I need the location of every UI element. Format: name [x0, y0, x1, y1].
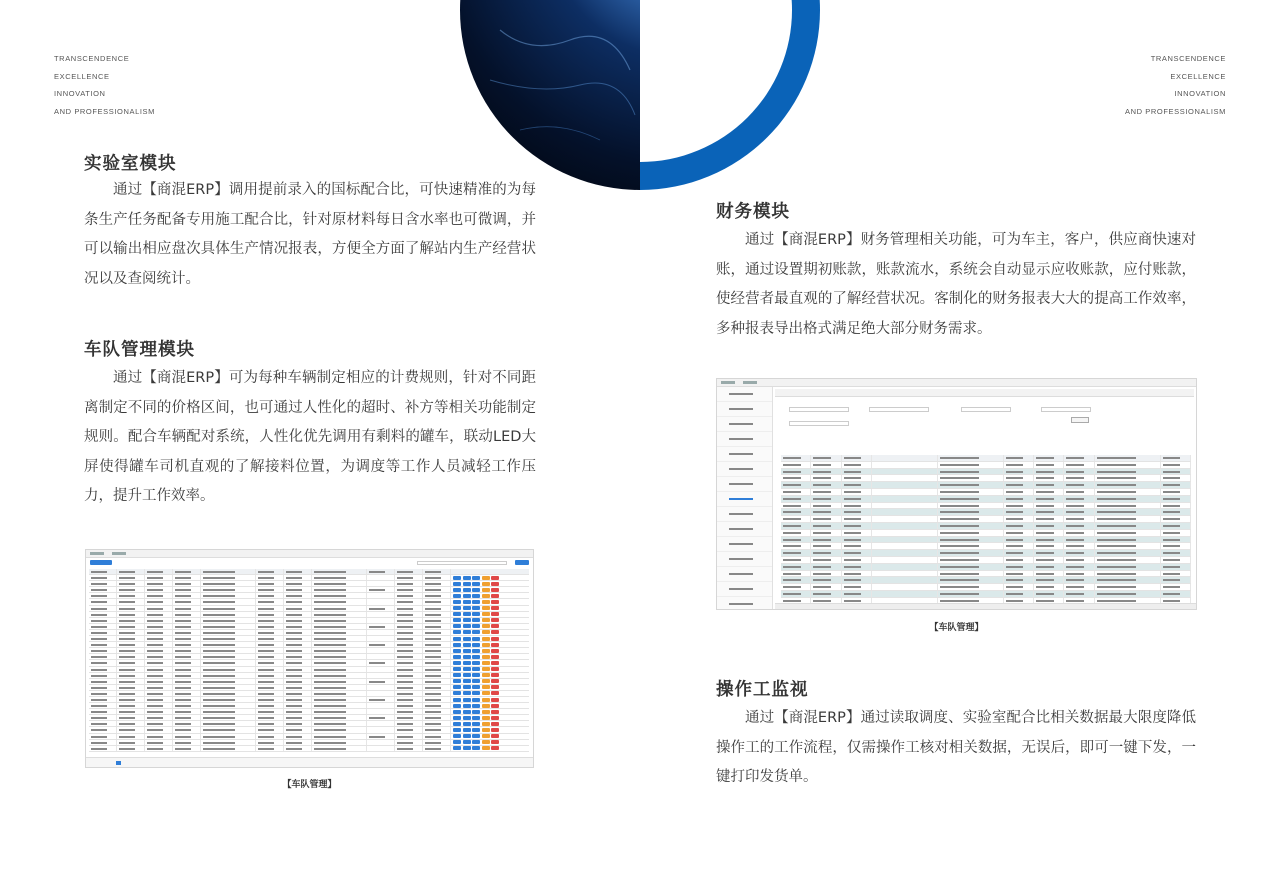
screenshot-toolbar	[775, 389, 1194, 397]
table-row	[781, 496, 1191, 503]
table-row	[781, 509, 1191, 516]
sidebar-item	[717, 432, 772, 447]
sidebar-item	[717, 477, 772, 492]
sidebar-item	[717, 507, 772, 522]
fleet-caption: 【车队管理】	[282, 780, 337, 790]
table-row	[781, 530, 1191, 537]
table-row	[781, 523, 1191, 530]
table-row	[89, 746, 529, 752]
tagline-line: EXCELLENCE	[1170, 71, 1226, 81]
sidebar-item	[717, 462, 772, 477]
sidebar-item	[717, 537, 772, 552]
sidebar-item	[717, 522, 772, 537]
table-row	[781, 543, 1191, 550]
table-row	[781, 475, 1191, 482]
screenshot-tabbar	[717, 379, 1196, 387]
sidebar-item	[717, 387, 772, 402]
fleet-module-title: 车队管理模块	[84, 340, 195, 360]
lab-module-body: 通过【商混ERP】调用提前录入的国标配合比，可快速精准的为每条生产任务配备专用施工配合比，针对原材料每日含水率也可微调，并可以输出相应盘次具体生产情况报表，方便全方面了解站内生产经营状况以及查阅统计。	[84, 182, 536, 287]
lab-module-title: 实验室模块	[84, 154, 177, 174]
sidebar-item	[717, 492, 772, 507]
sidebar-item	[717, 447, 772, 462]
fleet-table	[89, 569, 529, 752]
tagline-line: EXCELLENCE	[54, 71, 110, 81]
tagline-line: TRANSCENDENCE	[54, 54, 130, 63]
finance-sidebar	[717, 387, 773, 609]
tagline-line: AND PROFESSIONALISM	[54, 106, 156, 116]
tagline-line: AND PROFESSIONALISM	[1124, 106, 1226, 116]
table-row	[781, 516, 1191, 523]
finance-module-body: 通过【商混ERP】财务管理相关功能，可为车主，客户，供应商快速对账，通过设置期初账款，账款流水，系统会自动显示应收账款，应付账款，使经营者最直观的了解经营状况。客制化的财务报表大大的提高工作效率，多种报表导出格式满足绝大部分财务需求。	[716, 232, 1196, 337]
hero-earth-graphic	[460, 0, 820, 190]
finance-table	[781, 455, 1191, 605]
table-row	[781, 550, 1191, 557]
tagline-line: INNOVATION	[1174, 89, 1226, 98]
finance-caption: 【车队管理】	[929, 623, 984, 633]
fleet-module-body: 通过【商混ERP】可为每种车辆制定相应的计费规则，针对不同距离制定不同的价格区间，也可通过人性化的超时、补方等相关功能制定规则。配合车辆配对系统，人性化优先调用有剩料的罐车，联动LED大屏使得罐车司机直观的了解接料位置，为调度等工作人员减轻工作压力，提升工作效率。	[84, 370, 536, 504]
sidebar-item	[717, 597, 772, 610]
sidebar-item	[717, 582, 772, 597]
table-row	[781, 591, 1191, 598]
table-row	[781, 584, 1191, 591]
table-row	[781, 571, 1191, 578]
screenshot-scrollbar	[775, 603, 1196, 609]
table-row	[781, 482, 1191, 489]
finance-filter-form	[781, 403, 1141, 433]
table-row	[781, 577, 1191, 584]
sidebar-item	[717, 552, 772, 567]
tagline-right	[1125, 50, 1226, 120]
finance-module-title: 财务模块	[716, 202, 790, 222]
screenshot-toolbar	[86, 558, 533, 567]
tagline-line: INNOVATION	[54, 89, 106, 98]
table-row	[781, 503, 1191, 510]
table-row	[781, 564, 1191, 571]
sidebar-item	[717, 417, 772, 432]
table-row	[781, 469, 1191, 476]
tagline-left	[54, 50, 155, 120]
screenshot-pager	[86, 757, 533, 767]
operator-monitor-title: 操作工监视	[716, 680, 809, 700]
operator-monitor-body: 通过【商混ERP】通过读取调度、实验室配合比相关数据最大限度降低操作工的工作流程，仅需操作工核对相关数据，无误后，即可一键下发，一键打印发货单。	[716, 710, 1196, 785]
fleet-management-screenshot	[85, 549, 534, 768]
tagline-line: TRANSCENDENCE	[1150, 54, 1226, 63]
finance-report-screenshot	[716, 378, 1197, 610]
table-row	[781, 537, 1191, 544]
screenshot-tabbar	[86, 550, 533, 558]
table-row	[781, 462, 1191, 469]
sidebar-item	[717, 567, 772, 582]
table-row	[781, 455, 1191, 462]
sidebar-item	[717, 402, 772, 417]
table-row	[781, 489, 1191, 496]
table-row	[781, 557, 1191, 564]
